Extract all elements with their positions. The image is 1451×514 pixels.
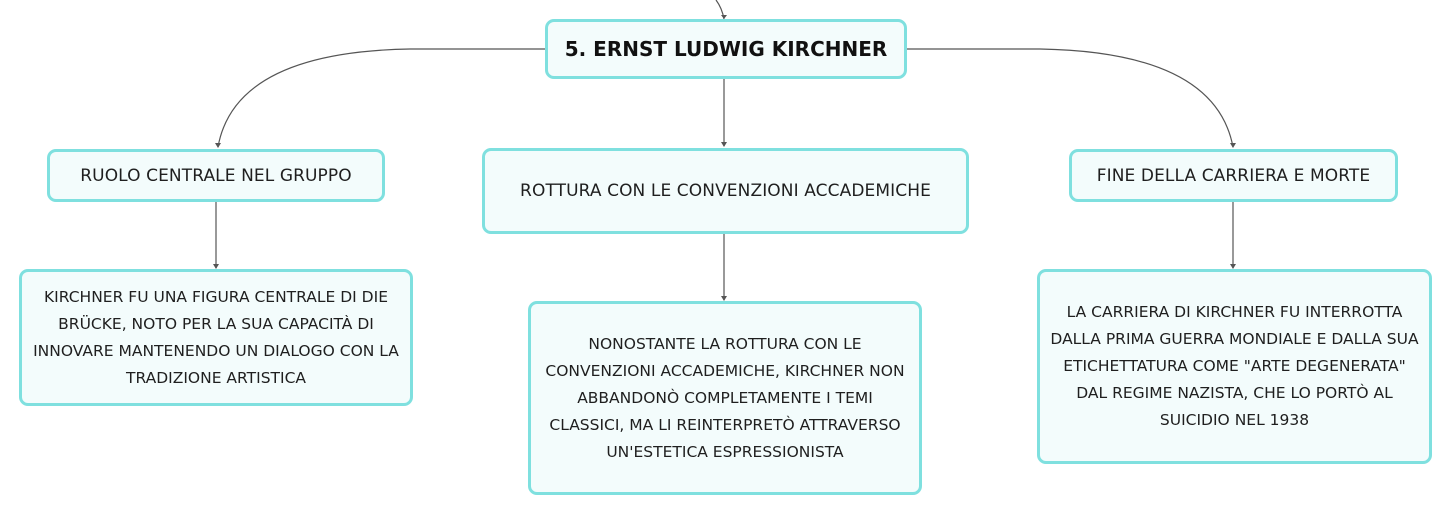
arrowhead-root-to-topic-3: [1230, 143, 1236, 148]
detail-node-text: LA CARRIERA DI KIRCHNER FU INTERROTTA DALLA PRIMA GUERRA MONDIALE E DALLA SUA ETICHETTATURA COME "ARTE DEGENERATA" DAL REGIME NAZISTA, CHE LO PORTÒ AL SUICIDIO NEL 1938: [1050, 303, 1419, 429]
topic-node-label: ROTTURA CON LE CONVENZIONI ACCADEMICHE: [520, 181, 931, 201]
arrowhead-root-to-topic-1: [215, 143, 221, 148]
topic-node-label: FINE DELLA CARRIERA E MORTE: [1096, 165, 1371, 186]
topic-node-fine-carriera[interactable]: [1069, 149, 1398, 202]
arrowhead-root-to-topic-2: [721, 142, 727, 147]
detail-node-fine-carriera[interactable]: [1037, 269, 1432, 464]
connector-root-to-topic-1: [218, 49, 545, 147]
root-node[interactable]: [545, 19, 907, 79]
topic-node-label: RUOLO CENTRALE NEL GRUPPO: [80, 165, 352, 186]
detail-node-rottura-convenzioni[interactable]: [528, 301, 922, 495]
detail-node-text: NONOSTANTE LA ROTTURA CON LE CONVENZIONI ACCADEMICHE, KIRCHNER NON ABBANDONÒ COMPLETAMENTE I TEMI CLASSICI, MA LI REINTERPRETÒ ATTRAVERSO UN'ESTETICA ESPRESSIONISTA: [545, 334, 905, 461]
root-node-label: 5. ERNST LUDWIG KIRCHNER: [564, 37, 888, 61]
connector-root-to-topic-3: [907, 49, 1233, 147]
detail-node-text: KIRCHNER FU UNA FIGURA CENTRALE DI DIE BRÜCKE, NOTO PER LA SUA CAPACITÀ DI INNOVARE MANTENENDO UN DIALOGO CON LA TRADIZIONE ARTISTICA: [33, 287, 399, 387]
topic-node-ruolo-centrale[interactable]: [47, 149, 385, 202]
topic-node-rottura-convenzioni[interactable]: [482, 148, 969, 234]
detail-node-ruolo-centrale[interactable]: [19, 269, 413, 406]
